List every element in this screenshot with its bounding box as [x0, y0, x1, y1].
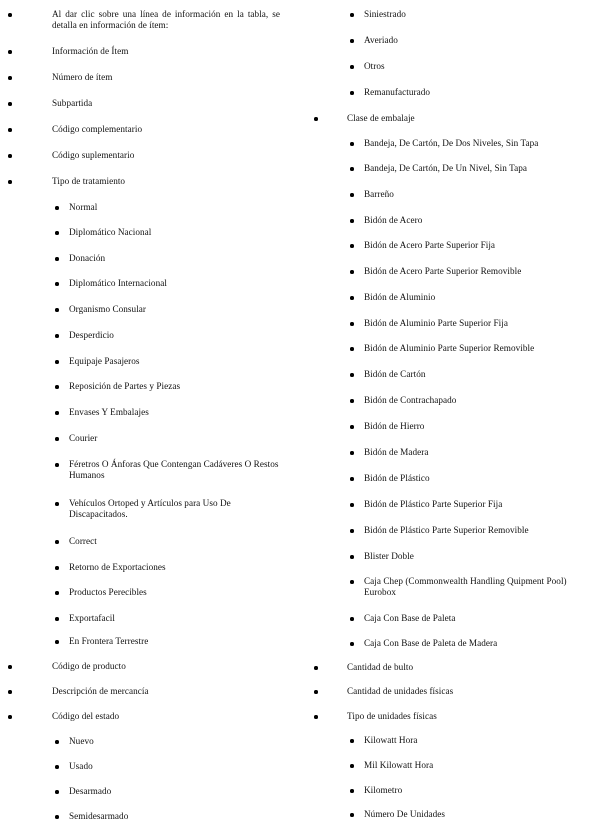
sub-list-item-label: Mil Kilowatt Hora	[364, 760, 434, 770]
bullet-icon	[55, 360, 59, 364]
bullet-icon	[350, 347, 354, 351]
sub-list-item-label: Bandeja, De Cartón, De Un Nivel, Sin Tapa	[364, 163, 528, 173]
sub-list-item-label: Nuevo	[69, 736, 94, 746]
bullet-icon	[55, 790, 59, 794]
bullet-icon	[55, 437, 59, 441]
sub-list-item-label: Bidón de Aluminio Parte Superior Fija	[364, 318, 508, 328]
bullet-icon	[314, 666, 318, 670]
bullet-icon	[55, 282, 59, 286]
bullet-icon	[55, 411, 59, 415]
sub-list-item-label: Bandeja, De Cartón, De Dos Niveles, Sin Tapa	[364, 138, 539, 148]
sub-list-item-label: Diplomático Internacional	[69, 278, 167, 288]
sub-list-item-label: Desarmado	[69, 786, 112, 796]
sub-list-item-label: Exportafacil	[69, 613, 116, 623]
intro-text: Al dar clic sobre una línea de información en la tabla, se detalla en información de ítem:	[52, 9, 280, 30]
bullet-icon	[350, 580, 354, 584]
bullet-icon	[350, 13, 354, 17]
bullet-icon	[55, 617, 59, 621]
bullet-icon	[350, 167, 354, 171]
bullet-icon	[350, 244, 354, 248]
list-item-label: Tipo de unidades físicas	[347, 711, 437, 721]
bullet-icon	[55, 815, 59, 819]
bullet-icon	[55, 591, 59, 595]
sub-list-item-label: Vehículos Ortoped y Artículos para Uso De Discapacitados.	[69, 498, 231, 519]
sub-list-item-label: Bidón de Acero Parte Superior Fija	[364, 240, 496, 250]
bullet-icon	[8, 102, 12, 106]
bullet-icon	[350, 219, 354, 223]
list-item-label: Información de Ítem	[52, 46, 129, 56]
sub-list-item-label: Envases Y Embalajes	[69, 407, 149, 417]
bullet-icon	[8, 128, 12, 132]
bullet-icon	[350, 322, 354, 326]
sub-list-item-label: Semidesarmado	[69, 811, 129, 821]
list-item-label: Número de ítem	[52, 72, 113, 82]
bullet-icon	[350, 739, 354, 743]
bullet-icon	[350, 142, 354, 146]
list-item-label: Subpartida	[52, 98, 93, 108]
sub-list-item-label: Productos Perecibles	[69, 587, 147, 597]
bullet-icon	[55, 257, 59, 261]
bullet-icon	[8, 180, 12, 184]
left-column	[0, 0, 290, 836]
bullet-icon	[350, 477, 354, 481]
bullet-icon	[350, 425, 354, 429]
bullet-icon	[55, 640, 59, 644]
sub-list-item-label: Bidón de Cartón	[364, 369, 426, 379]
list-item-label: Cantidad de bulto	[347, 662, 414, 672]
sub-list-item-label: Bidón de Plástico	[364, 473, 430, 483]
bullet-icon	[350, 451, 354, 455]
bullet-icon	[350, 270, 354, 274]
sub-list-item-label: Diplomático Nacional	[69, 227, 152, 237]
sub-list-item-label: Bidón de Plástico Parte Superior Fija	[364, 499, 503, 509]
bullet-icon	[55, 206, 59, 210]
sub-list-item-label: Bidón de Contrachapado	[364, 395, 457, 405]
sub-list-item-label: Correct	[69, 536, 97, 546]
bullet-icon	[314, 117, 318, 121]
list-item-label: Código suplementario	[52, 150, 135, 160]
list-item-label: Cantidad de unidades físicas	[347, 686, 454, 696]
sub-list-item-label: Caja Chep (Commonwealth Handling Quipment Pool) Eurobox	[364, 576, 567, 597]
list-item-label: Código complementario	[52, 124, 143, 134]
sub-list-item-label: Bidón de Aluminio	[364, 292, 436, 302]
bullet-icon	[350, 617, 354, 621]
bullet-icon	[350, 555, 354, 559]
bullet-icon	[55, 502, 59, 506]
sub-list-item-label: Kilometro	[364, 785, 403, 795]
sub-list-item-label: Barreño	[364, 189, 394, 199]
sub-list-item-label: Equipaje Pasajeros	[69, 356, 140, 366]
bullet-icon	[350, 789, 354, 793]
bullet-icon	[350, 642, 354, 646]
sub-list-item-label: Blister Doble	[364, 551, 414, 561]
sub-list-item-label: Courier	[69, 433, 98, 443]
bullet-icon	[55, 463, 59, 467]
sub-list-item-label: Caja Con Base de Paleta	[364, 613, 456, 623]
list-item-label: Tipo de tratamiento	[52, 176, 126, 186]
bullet-icon	[55, 231, 59, 235]
bullet-icon	[350, 529, 354, 533]
sub-list-item-label: Organismo Consular	[69, 304, 147, 314]
sub-list-item-label: Bidón de Acero Parte Superior Removible	[364, 266, 522, 276]
sub-list-item-label: Desperdicio	[69, 330, 114, 340]
sub-list-item-label: Kilowatt Hora	[364, 735, 418, 745]
list-item-label: Clase de embalaje	[347, 113, 415, 123]
sub-list-item-label: Reposición de Partes y Piezas	[69, 381, 181, 391]
sub-list-item-label: Bidón de Plástico Parte Superior Removible	[364, 525, 529, 535]
list-item-label: Código de producto	[52, 661, 126, 671]
bullet-icon	[350, 296, 354, 300]
bullet-icon	[8, 13, 12, 17]
list-item-label: Descripción de mercancía	[52, 686, 149, 696]
bullet-icon	[8, 665, 12, 669]
bullet-icon	[55, 566, 59, 570]
bullet-icon	[55, 765, 59, 769]
bullet-icon	[55, 385, 59, 389]
bullet-icon	[350, 399, 354, 403]
bullet-icon	[350, 813, 354, 817]
bullet-icon	[8, 50, 12, 54]
sub-list-item-label: Bidón de Aluminio Parte Superior Removible	[364, 343, 535, 353]
sub-list-item-label: Féretros O Ánforas Que Contengan Cadáveres O Restos Humanos	[69, 459, 279, 480]
sub-list-item-label: Donación	[69, 253, 106, 263]
bullet-icon	[350, 39, 354, 43]
bullet-icon	[350, 91, 354, 95]
sub-list-item-label: Caja Con Base de Paleta de Madera	[364, 638, 498, 648]
list-item-label: Código del estado	[52, 711, 120, 721]
bullet-icon	[55, 334, 59, 338]
bullet-icon	[314, 690, 318, 694]
bullet-icon	[8, 690, 12, 694]
bullet-icon	[350, 764, 354, 768]
sub-list-item-label: Bidón de Acero	[364, 215, 423, 225]
sub-list-item-label: Bidón de Madera	[364, 447, 429, 457]
right-column	[302, 0, 592, 836]
bullet-icon	[55, 308, 59, 312]
sub-list-item-label: Bidón de Hierro	[364, 421, 425, 431]
sub-list-item-label: Siniestrado	[364, 9, 406, 19]
sub-list-item-label: Número De Unidades	[364, 809, 446, 819]
bullet-icon	[8, 715, 12, 719]
sub-list-item-label: Remanufacturado	[364, 87, 431, 97]
bullet-icon	[350, 65, 354, 69]
sub-list-item-label: Usado	[69, 761, 93, 771]
sub-list-item-label: Normal	[69, 202, 98, 212]
bullet-icon	[350, 503, 354, 507]
bullet-icon	[8, 76, 12, 80]
sub-list-item-label: Otros	[364, 61, 385, 71]
bullet-icon	[8, 154, 12, 158]
bullet-icon	[55, 740, 59, 744]
bullet-icon	[314, 715, 318, 719]
bullet-icon	[350, 193, 354, 197]
sub-list-item-label: En Frontera Terrestre	[69, 636, 149, 646]
sub-list-item-label: Averiado	[364, 35, 398, 45]
sub-list-item-label: Retorno de Exportaciones	[69, 562, 166, 572]
bullet-icon	[55, 540, 59, 544]
bullet-icon	[350, 373, 354, 377]
